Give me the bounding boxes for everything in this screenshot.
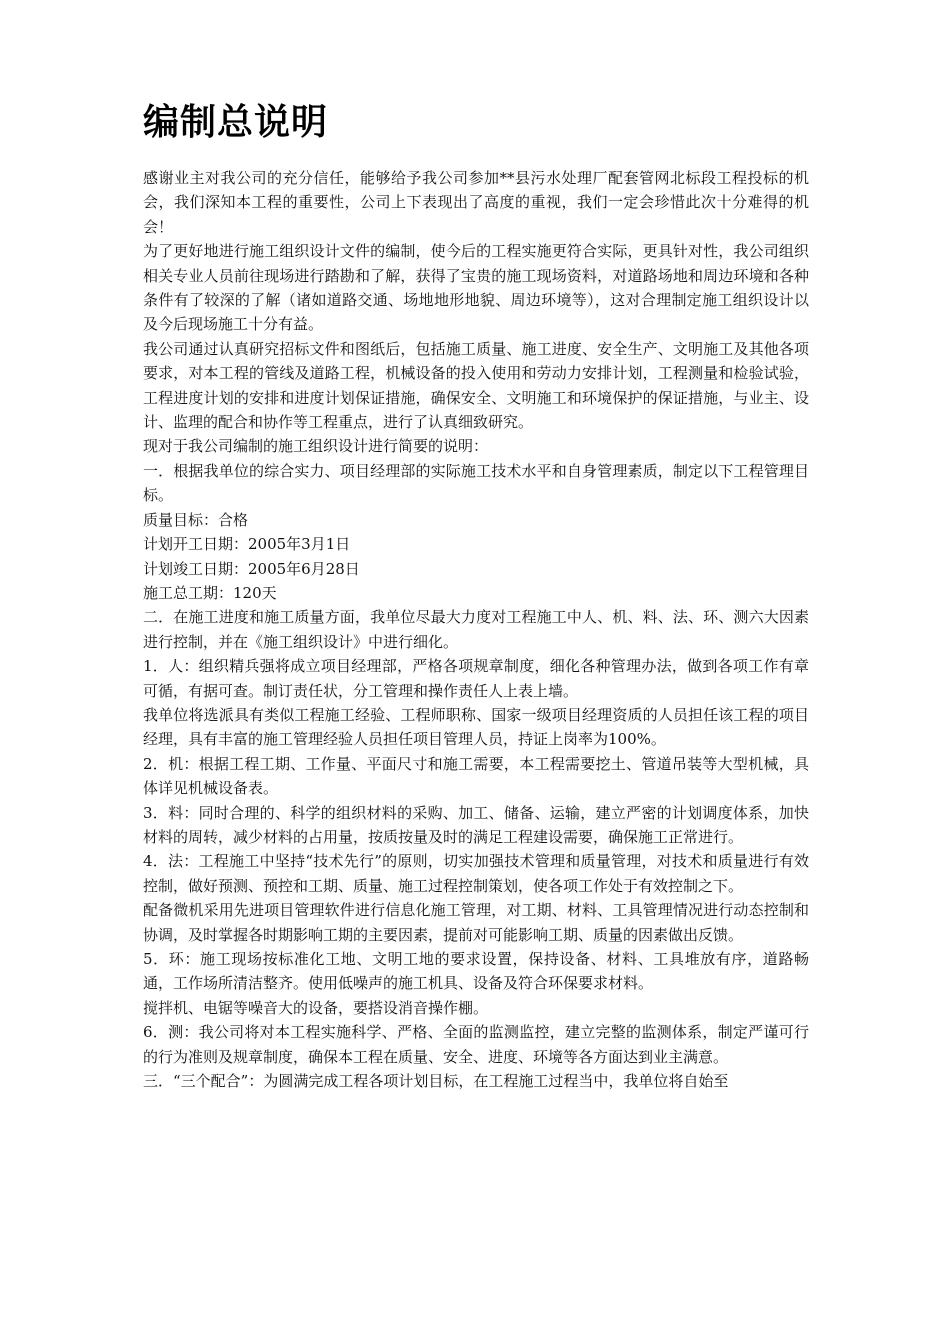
paragraph-item-people: 1．人：组织精兵强将成立项目经理部，严格各项规章制度，细化各种管理办法，做到各项工作有章可循，有据可查。制订责任状，分工管理和操作责任人上表上墙。 xyxy=(143,657,809,700)
paragraph-section-1: 一．根据我单位的综合实力、项目经理部的实际施工技术水平和自身管理素质，制定以下工程管理目标。 xyxy=(143,461,809,505)
paragraph-item-materials: 3．料：同时合理的、科学的组织材料的采购、加工、储备、运输，建立严密的计划调度体系，加快材料的周转，减少材料的占用量，按质按量及时的满足工程建设需要，确保施工正常进行。 xyxy=(143,803,809,846)
paragraph-site-survey: 为了更好地进行施工组织设计文件的编制，使今后的工程实施更符合实际，更具针对性，我公司组织相关专业人员前往现场进行踏勘和了解，获得了宝贵的施工现场资料，对道路场地和周边环境和各种条件有了较深的了解（诸如道路交通、场地地形地貌、周边环境等），这对合理制定施工组织设计以及今后现场施工十分有益。 xyxy=(143,242,809,334)
paragraph-software: 配备微机采用先进项目管理软件进行信息化施工管理，对工期、材料、工具管理情况进行动态控制和协调，及时掌握各时期影响工期的主要因素，提前对可能影响工期、质量的因素做出反馈。 xyxy=(143,901,809,944)
document-body xyxy=(143,166,809,1093)
paragraph-total-duration: 施工总工期：120天 xyxy=(143,583,277,602)
paragraph-intro: 感谢业主对我公司的充分信任，能够给予我公司参加**县污水处理厂配套管网北标段工程投标的机会，我们深知本工程的重要性，公司上下表现出了高度的重视，我们一定会珍惜此次十分难得的机会！ xyxy=(143,169,809,236)
paragraph-section-3: 三．“三个配合”：为圆满完成工程各项计划目标，在工程施工过程当中，我单位将自始至 xyxy=(143,1072,729,1091)
paragraph-noise: 搅拌机、电锯等噪音大的设备，要搭设消音操作棚。 xyxy=(143,998,489,1017)
paragraph-section-2: 二．在施工进度和施工质量方面，我单位尽最大力度对工程施工中人、机、料、法、环、测六大因素进行控制，并在《施工组织设计》中进行细化。 xyxy=(143,608,809,651)
paragraph-quality-target: 质量目标：合格 xyxy=(143,510,249,529)
paragraph-study: 我公司通过认真研究招标文件和图纸后，包括施工质量、施工进度、安全生产、文明施工及其他各项要求，对本工程的管线及道路工程，机械设备的投入使用和劳动力安排计划，工程测量和检验试验，工程进度计划的安排和进度计划保证措施，确保安全、文明施工和环境保护的保证措施，与业主、设计、监理的配合和协作等工程重点，进行了认真细致研究。 xyxy=(143,339,809,432)
paragraph-item-methods: 4．法：工程施工中坚持“技术先行”的原则，切实加强技术管理和质量管理，对技术和质量进行有效控制，做好预测、预控和工期、质量、施工过程控制策划，使各项工作处于有效控制之下。 xyxy=(143,852,809,895)
paragraph-finish-date: 计划竣工日期：2005年6月28日 xyxy=(143,559,360,578)
paragraph-item-environment: 5．环：施工现场按标准化工地、文明工地的要求设置，保持设备、材料、工具堆放有序，道路畅通，工作场所清洁整齐。使用低噪声的施工机具、设备及符合环保要求材料。 xyxy=(143,950,809,993)
paragraph-item-machinery: 2．机：根据工程工期、工作量、平面尺寸和施工需要，本工程需要挖土、管道吊装等大型机械，具体详见机械设备表。 xyxy=(143,754,809,798)
document-title: 编制总说明 xyxy=(143,101,329,143)
paragraph-item-monitoring: 6．测：我公司将对本工程实施科学、严格、全面的监测监控，建立完整的监测体系，制定严谨可行的行为准则及规章制度，确保本工程在质量、安全、进度、环境等各方面达到业主满意。 xyxy=(143,1023,809,1066)
paragraph-summary-lead: 现对于我公司编制的施工组织设计进行简要的说明： xyxy=(143,437,489,456)
paragraph-start-date: 计划开工日期：2005年3月1日 xyxy=(143,535,351,554)
paragraph-project-manager: 我单位将选派具有类似工程施工经验、工程师职称、国家一级项目经理资质的人员担任该工程的项目经理，具有丰富的施工管理经验人员担任项目管理人员，持证上岗率为100%。 xyxy=(143,705,809,749)
